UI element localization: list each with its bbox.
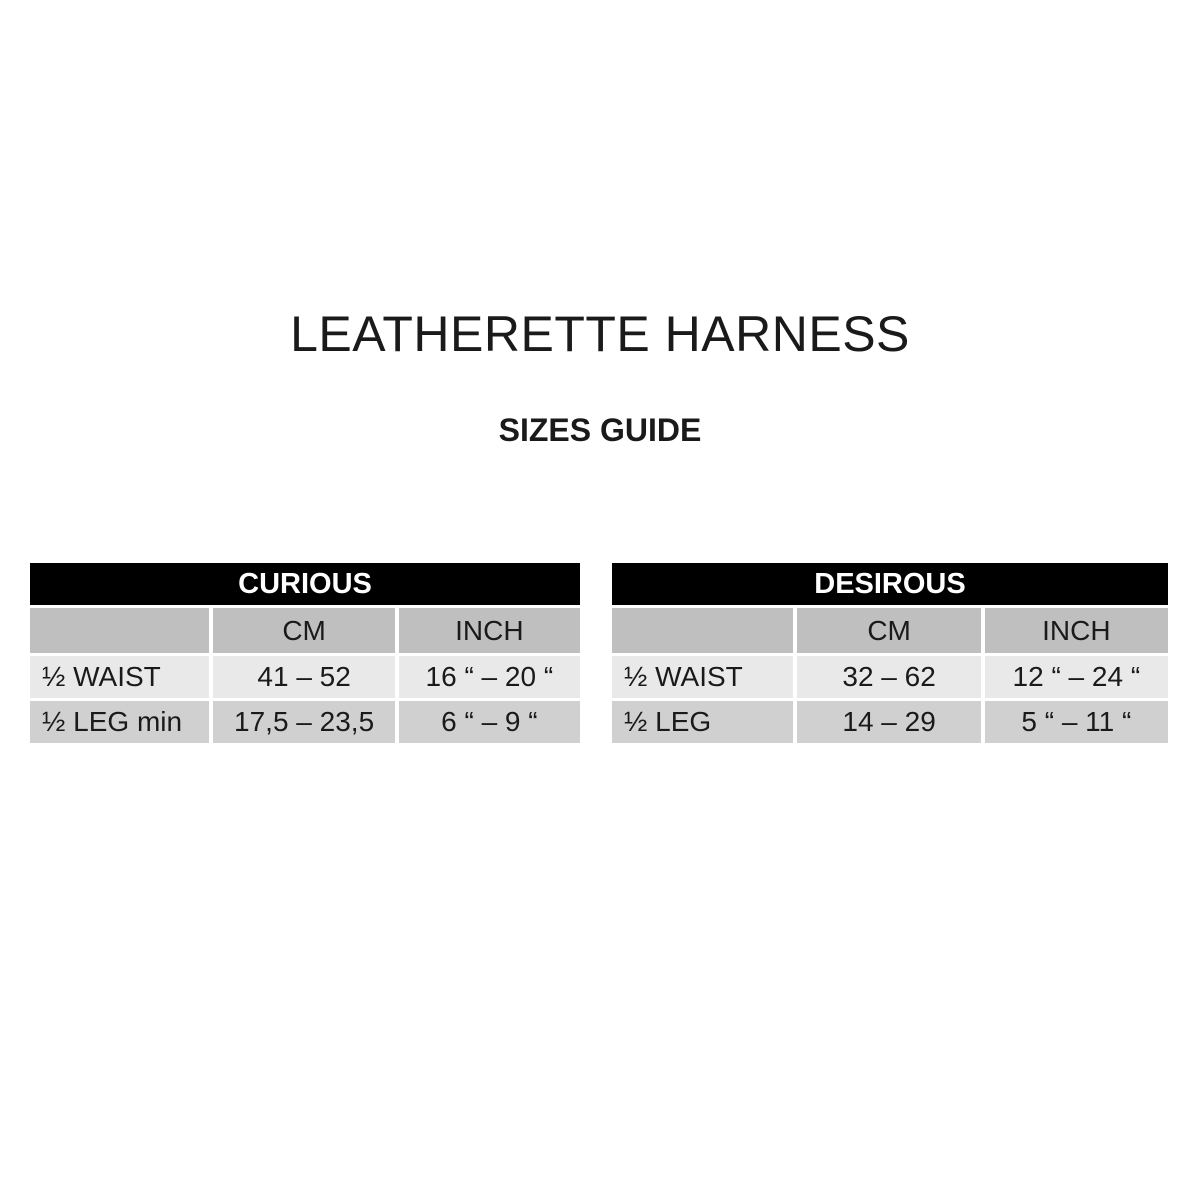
- value-leg-cm: 14 – 29: [797, 701, 980, 743]
- column-header-inch: INCH: [985, 608, 1168, 653]
- value-leg-cm: 17,5 – 23,5: [213, 701, 394, 743]
- column-header-cm: CM: [797, 608, 980, 653]
- column-header-inch: INCH: [399, 608, 580, 653]
- size-table-desirous: [612, 563, 1168, 743]
- value-waist-cm: 41 – 52: [213, 656, 394, 698]
- value-waist-inch: 16 “ – 20 “: [399, 656, 580, 698]
- value-waist-cm: 32 – 62: [797, 656, 980, 698]
- size-table-curious: [30, 563, 580, 743]
- row-label-half-waist: ½ WAIST: [612, 656, 793, 698]
- value-leg-inch: 5 “ – 11 “: [985, 701, 1168, 743]
- table-grid-curious: [30, 608, 580, 743]
- column-header-cm: CM: [213, 608, 394, 653]
- value-waist-inch: 12 “ – 24 “: [985, 656, 1168, 698]
- table-title-desirous: DESIROUS: [612, 563, 1168, 605]
- page-title: LEATHERETTE HARNESS: [290, 306, 910, 362]
- value-leg-inch: 6 “ – 9 “: [399, 701, 580, 743]
- column-header-blank: [612, 608, 793, 653]
- row-label-half-leg-min: ½ LEG min: [30, 701, 209, 743]
- page-subtitle: SIZES GUIDE: [498, 412, 702, 448]
- row-label-half-leg: ½ LEG: [612, 701, 793, 743]
- table-title-curious: CURIOUS: [30, 563, 580, 605]
- table-grid-desirous: [612, 608, 1168, 743]
- row-label-half-waist: ½ WAIST: [30, 656, 209, 698]
- column-header-blank: [30, 608, 209, 653]
